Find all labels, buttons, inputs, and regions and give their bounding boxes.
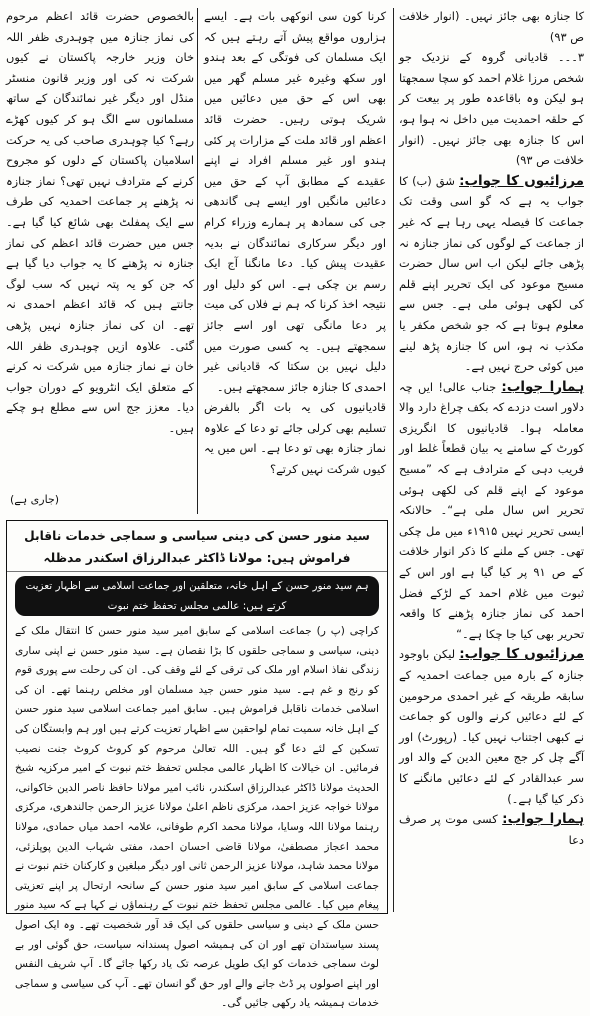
right-para-5 — [399, 644, 584, 809]
news-box-body — [7, 620, 387, 1016]
right-para-6-text: کسی موت پر صرف دعا — [399, 812, 584, 847]
left-column — [6, 6, 194, 514]
middle-para-2: قادیانیوں کی یہ بات اگر بالفرض تسلیم بھی کرلی جائے تو دعا کے علاوہ نماز جنازہ بھی تو دعا ہے۔ اس میں یہ کیوں شرکت نہیں کرتے؟ — [204, 400, 386, 477]
our-answer-heading-2: ہمارا جواب: — [502, 811, 585, 828]
right-para-4 — [399, 377, 584, 645]
middle-para-1: کرنا کون سی انوکھی بات ہے۔ ایسے ہزاروں مواقع پیش آتے رہتے ہیں کہ ایک مسلمان کی فوتگی کے بعد ہندو اور سکھ وغیرہ غیر مسلم گھر میں بھی اس کے حق میں دعائیں میں شریک ہوتی رہیں۔ حضرت قائد اعظم اور قائد ملت کے مزارات پر کئی ہندو اور غیر مسلم افراد نے اپنے عقیدے کے مطابق آپ کے حق میں دعائیں مانگیں اور ایسے ہی گاندھی جی کی سمادھ پر ہمارے وزراء کرام اور دیگر سرکاری نمائندگان نے بدیہ عقیدت پیش کیا۔ دعا مانگنا آج ایک رسم بن چکی ہے۔ اس کو دلیل اور نتیجہ اخذ کرنا کہ ہم نے فلاں کی میت پر دعا مانگی تھی اور اسے جائز سمجھتے ہیں۔ یہ کسی صورت میں دلیل نہیں بن سکتا کہ قادیانی غیر احمدی کا جنازہ جائز سمجھتے ہیں۔ — [204, 9, 386, 394]
right-para-4-lead: جناب عالی! ایں — [418, 379, 497, 394]
right-para-4-text: چہ دلاور است دزدے کہ بکف چراغ دارد والا معاملہ ہوا۔ قادیانیوں کا انگریزی کورٹ کے سامنے یہ بیان قطعاً غلط اور فریب دہی کے مترادف ہے کہ ”مسیح موعود کے اپنے قلم کی لکھی ہوئی تحریر اس سال ملی ہے“۔ حالانکہ ایسی تحریر نہیں ۱۹۱۵ء میں مل چکی تھی۔ جس کے ملنے کا ذکر انوار خلافت کے ص ۹۱ پر کیا گیا ہے اور اس کے ثبوت میں غلام احمد کے لڑکے فضل احمد کی نماز جنازہ پڑھنے کا واقعہ تحریر بھی کیا جا چکا ہے۔“ — [399, 379, 584, 641]
right-column — [399, 6, 584, 914]
column-divider — [393, 8, 394, 912]
continued-note: (جاری ہے) — [10, 493, 60, 506]
right-para-5-text: لیکن باوجود جنازہ کے بارہ میں جماعت احمدیہ کے سابقہ طریقہ کے غیر احمدی مرحومین کے لئے دعائیں کرنے والوں کو جماعت نے کبھی اجتناب نہیں کیا۔ (رپورٹ) اور آگے چل کر جج معین الدین کے والد اور سر عبدالقادر کے لئے دعائیں مانگنے کا ذکر کیا گیا ہے۔) — [399, 647, 584, 806]
qadiani-answer-heading-2: مرزائیوں کا جواب: — [459, 646, 584, 663]
our-answer-heading: ہمارا جواب: — [501, 378, 585, 395]
news-box-para: کراچی (پ ر) جماعت اسلامی کے سابق امیر سید منور حسن کا انتقال ملک کے دینی، سیاسی و سماجی حلقوں کا بڑا نقصان ہے۔ سید منور حسن نے اپنی ساری زندگی نفاذ اسلام اور ملک کی ترقی کے لئے وقف کی۔ ان کی رحلت سے پوری قوم کو رنج و غم ہے۔ سید منور حسن جید مسلمان اور مخلص رہنما تھے۔ ان کی اسلامی خدمات ناقابل فراموش ہیں۔ سابق امیر جماعت اسلامی سید منور حسن کے اہل خانہ سمیت تمام لواحقین سے اظہار تعزیت کرتے ہیں اور ہم وابستگان کی تسکین کے لئے دعا گو ہیں۔ اللہ تعالیٰ مرحوم کو کروٹ کروٹ جنت نصیب فرمائیں۔ ان خیالات کا اظہار عالمی مجلس تحفظ ختم نبوت کے امیر مرکزیہ شیخ الحدیث مولانا ڈاکٹر عبدالرزاق اسکندر، نائب امیر مولانا حافظ ناصر الدین خاکوانی، مولانا خواجہ عزیز احمد، مرکزی ناظم اعلیٰ مولانا عزیز الرحمن جالندھری، مرکزی رہنما مولانا اللہ وسایا، مولانا محمد اکرم طوفانی، علامہ احمد میاں حمادی، مولانا محمد اعجاز مصطفیٰ، مولانا قاضی احسان احمد، مفتی شہاب الدین پوپلزئی، مولانا محمد شاہد، مولانا عزیز الرحمن ثانی اور دیگر مبلغین و کارکنان ختم نبوت نے جماعت اسلامی کے سابق امیر سید منور حسن کے سانحہ ارتحال پر اپنے تعزیتی پیغام میں کیا۔ عالمی مجلس تحفظ ختم نبوت کے رہنماؤں نے کہا ہے کہ سید منور حسن ملک کے دینی و سیاسی حلقوں کی ایک قد آور شخصیت تھے۔ وہ ایک اصول پسند سیاستدان تھے اور ان کی ہمیشہ اصول پسندانہ سیاست، حق گوئی اور بے لوث سماجی خدمات کو ایک طویل عرصہ تک یاد رکھا جائے گا۔ آپ شریف النفس اور اپنے اصولوں پر ڈٹ جانے والے اور حق گو انسان تھے۔ آپ کی سیاسی و سماجی خدمات ہمیشہ یاد رکھی جائیں گی۔ — [15, 625, 379, 1010]
right-para-3 — [399, 171, 584, 377]
news-box-title: سید منور حسن کی دینی سیاسی و سماجی خدمات ناقابل فراموش ہیں: مولانا ڈاکٹر عبدالرزاق اسکندر مدظلہ — [7, 521, 387, 572]
qadiani-answer-heading: مرزائیوں کا جواب: — [459, 172, 584, 189]
middle-column — [204, 6, 386, 514]
right-para-2: ۳۔۔۔ قادیانی گروہ کے نزدیک جو شخص مرزا غلام احمد کو سچا سمجھتا ہو لیکن وہ باقاعدہ طور پر بیعت کر کے حلقہ احمدیت میں داخل نہ ہوا ہو، اس کا جنازہ بھی جائز نہیں۔ (انوار خلافت ص ۹۳) — [399, 50, 584, 168]
column-divider — [197, 8, 198, 514]
news-box — [6, 520, 388, 1010]
left-para-1: بالخصوص حضرت قائد اعظم مرحوم کی نماز جنازہ میں چوہدری ظفر اللہ خان وزیر خارجہ پاکستان نے کیوں شرکت نہ کی اور وزیر قانون منسٹر منڈل اور دیگر غیر نمائندگان کے ساتھ مسلمانوں سے الگ ہو کر کیوں کھڑے رہے؟ کیا چوہدری صاحب کی یہ حرکت اسلامیان پاکستان کے دلوں کو مجروح کرنے کے مترادف نہیں تھی؟ نماز جنازہ نہ پڑھنے پر جماعت احمدیہ کی طرف سے ایک پمفلٹ بھی شائع کیا گیا ہے۔ جس میں حضرت قائد اعظم کی نماز جنازہ نہ پڑھنے کا یہ جواب دیا گیا ہے کہ جن کو یہ پتہ نہیں کہ سب لوگ جانتے ہیں کہ قائد اعظم احمدی نہ تھے۔ ان کی نماز جنازہ نہیں پڑھی گئی۔ علاوہ ازیں چوہدری ظفر اللہ خان نے نماز جنازہ میں شرکت نہ کرنے کے متعلق ایک انٹرویو کے دوران جواب دیا۔ معزز جج اس سے مطلع ہو چکے ہیں۔ — [6, 9, 194, 435]
right-para-1: کا جنازہ بھی جائز نہیں۔ (انوار خلافت ص ۹۳) — [399, 9, 584, 44]
news-box-subtitle: ہم سید منور حسن کے اہل خانہ، متعلقین اور جماعت اسلامی سے اظہار تعزیت کرتے ہیں: عالمی مجلس تحفظ ختم نبوت — [15, 576, 379, 616]
right-para-6 — [399, 809, 584, 850]
right-para-3-text: شق (ب) کا جواب یہ ہے کہ گو اسی وقت تک جماعت کا فیصلہ یہی رہا ہے کہ غیر از جماعت کے لوگوں کی نماز جنازہ نہ پڑھی جائے لیکن اب اس سال حضرت مسیح موعود کی ایک تحریر اپنے قلم کی لکھی ہوئی ملی ہے۔ جس سے معلوم ہوتا ہے کہ جو شخص مکفر یا مکذب نہ ہو، اس کا جنازہ پڑھ لینے میں کوئی حرج نہیں ہے۔ — [399, 173, 584, 374]
